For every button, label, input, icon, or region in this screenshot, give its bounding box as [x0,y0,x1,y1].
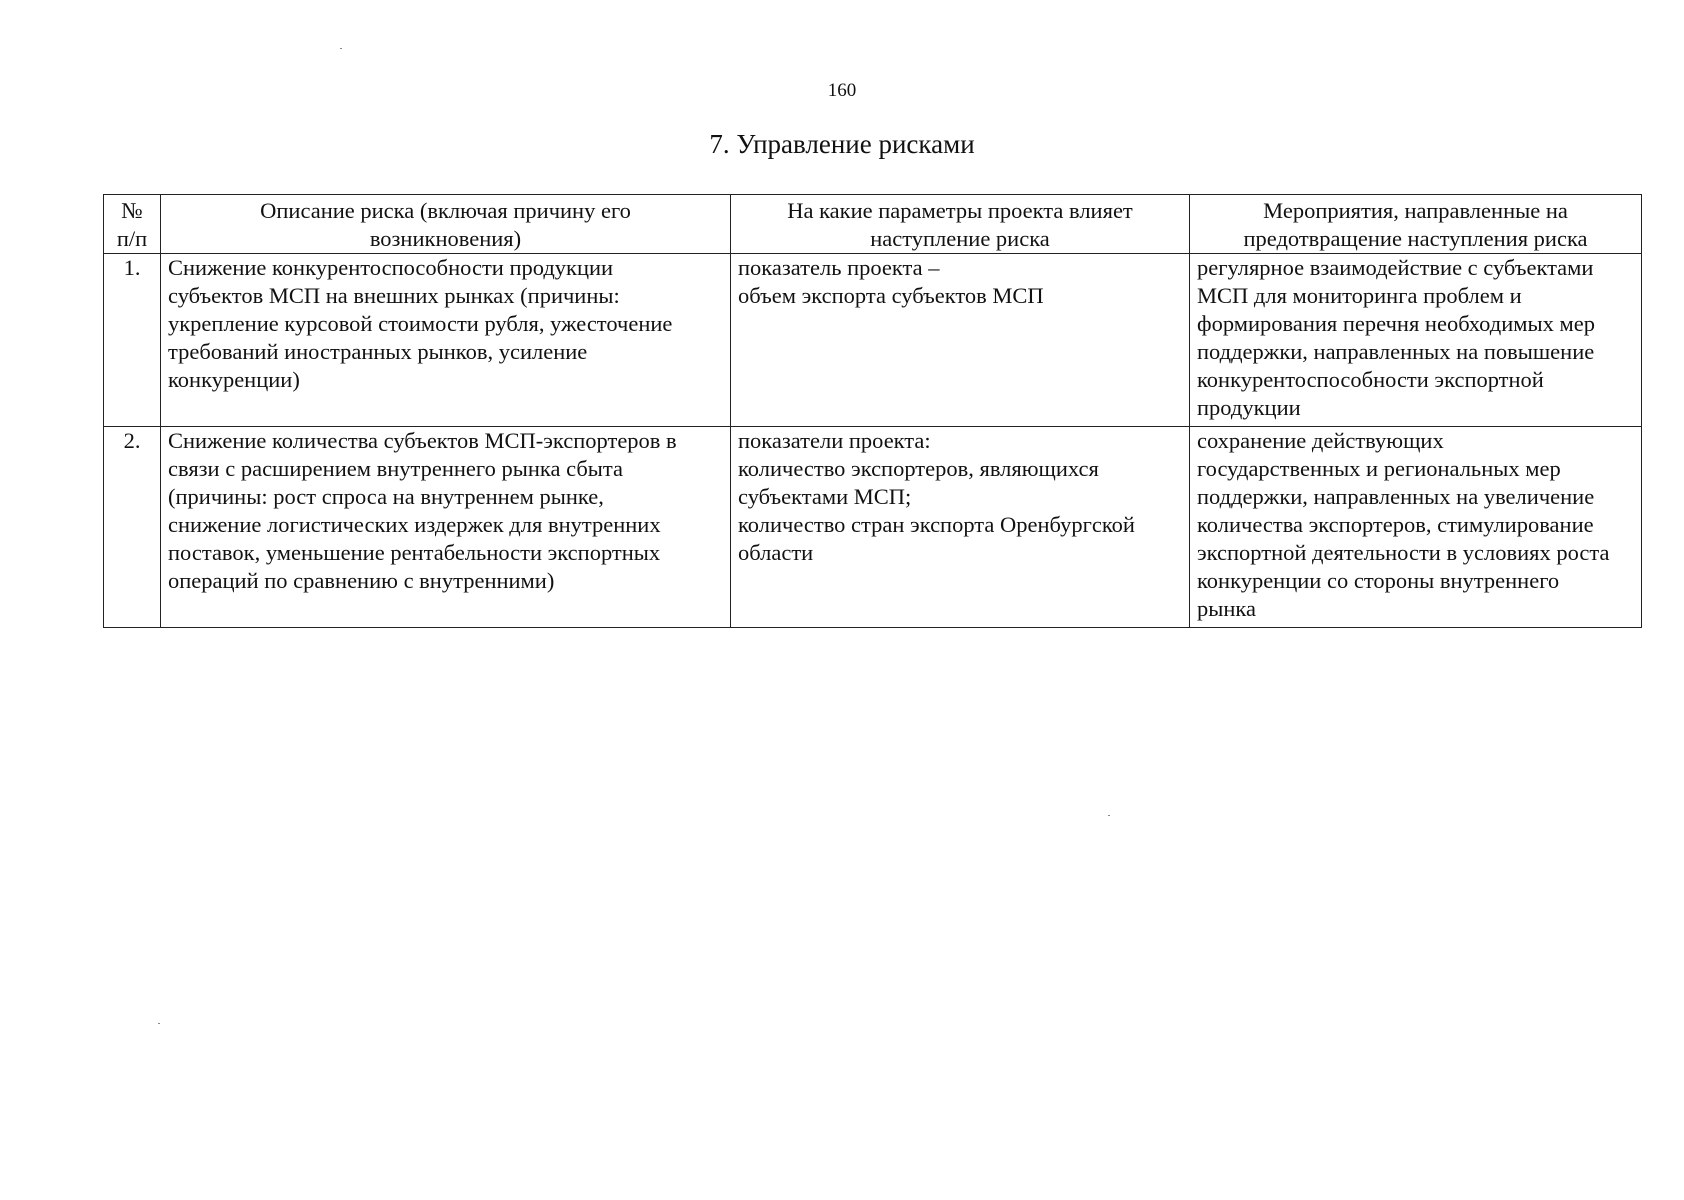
cell-line: объем экспорта субъектов МСП [738,283,1044,308]
page-number: 160 [827,80,857,101]
cell-line: укрепление курсовой стоимости рубля, ужесточение [168,311,673,336]
cell-line: сохранение действующих [1197,428,1444,453]
cell-line: показатель проекта – [738,255,940,280]
cell-line: области [738,540,814,565]
cell-line: снижение логистических издержек для внутренних [168,512,661,537]
scan-speck [1108,815,1110,816]
table-header-row [104,195,1642,254]
cell-line: конкуренции) [168,367,300,392]
cell-line: требований иностранных рынков, усиление [168,339,588,364]
prevention-measures-cell [1190,427,1642,628]
cell-line: МСП для мониторинга проблем и [1197,283,1522,308]
cell-line: формирования перечня необходимых мер [1197,311,1595,336]
header-line: предотвращение наступления риска [1243,226,1588,251]
row-number: 2. [104,427,161,628]
cell-line: субъектов МСП на внешних рынках (причины: [168,283,620,308]
header-number [104,195,161,254]
header-line: п/п [116,226,148,251]
header-line: наступление риска [870,226,1050,251]
cell-line: количество стран экспорта Оренбургской [738,512,1135,537]
cell-line: продукции [1197,395,1301,420]
cell-line: экспортной деятельности в условиях роста [1197,540,1610,565]
header-prevention-measures [1190,195,1642,254]
cell-line: поставок, уменьшение рентабельности экспортных [168,540,661,565]
affected-parameters-cell [731,254,1190,427]
cell-line: количество экспортеров, являющихся [738,456,1099,481]
cell-line: государственных и региональных мер [1197,456,1561,481]
cell-line: Снижение количества субъектов МСП-экспортеров в [168,428,677,453]
cell-line: Снижение конкурентоспособности продукции [168,255,614,280]
cell-line: поддержки, направленных на увеличение [1197,484,1595,509]
section-title: 7. Управление рисками [709,129,975,159]
risk-description-cell [161,254,731,427]
header-line: Мероприятия, направленные на [1263,198,1568,223]
cell-line: показатели проекта: [738,428,931,453]
header-affected-parameters [731,195,1190,254]
header-line: Описание риска (включая причину его [260,198,631,223]
table-row [104,254,1642,427]
header-risk-description [161,195,731,254]
scan-speck [158,1023,160,1024]
cell-line: количества экспортеров, стимулирование [1197,512,1594,537]
table-row [104,427,1642,628]
row-number: 1. [104,254,161,427]
header-line: На какие параметры проекта влияет [787,198,1133,223]
risk-description-cell [161,427,731,628]
cell-line: регулярное взаимодействие с субъектами [1197,255,1594,280]
cell-line: операций по сравнению с внутренними) [168,568,555,593]
scan-speck [340,48,342,49]
cell-line: конкурентоспособности экспортной [1197,367,1544,392]
risk-management-table [103,194,1642,628]
cell-line: (причины: рост спроса на внутреннем рынке, [168,484,604,509]
affected-parameters-cell [731,427,1190,628]
prevention-measures-cell [1190,254,1642,427]
cell-line: рынка [1197,596,1256,621]
cell-line: поддержки, направленных на повышение [1197,339,1595,364]
header-line: возникновения) [369,226,522,251]
cell-line: связи с расширением внутреннего рынка сбыта [168,456,623,481]
cell-line: конкуренции со стороны внутреннего [1197,568,1560,593]
header-line: № [121,198,143,223]
cell-line: субъектами МСП; [738,484,912,509]
